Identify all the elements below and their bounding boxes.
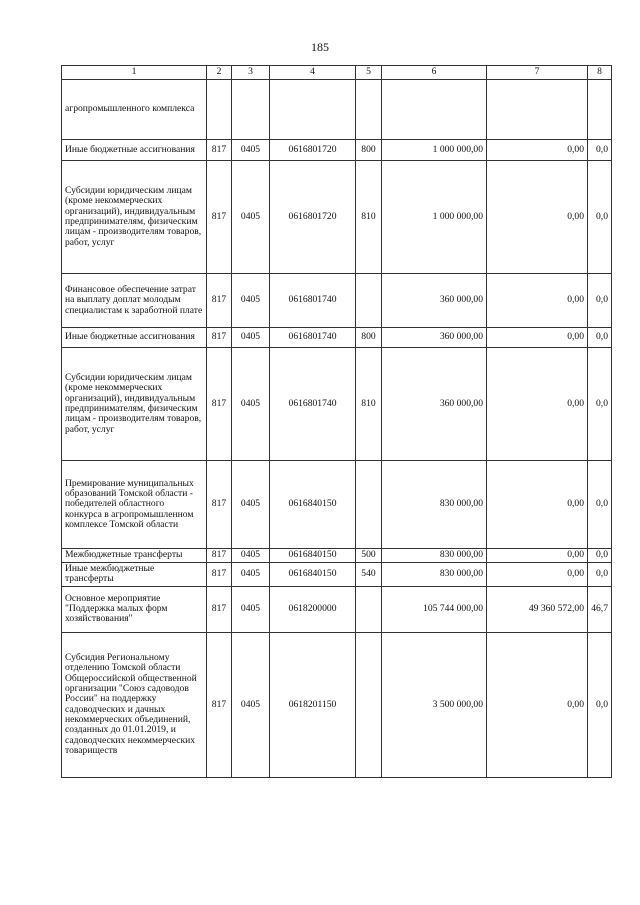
table-row — [62, 328, 612, 348]
percent-cell: 0,0 — [588, 348, 612, 461]
executed-amount-cell: 0,00 — [487, 274, 588, 328]
expense-type-cell — [356, 586, 382, 632]
executed-amount-cell: 0,00 — [487, 140, 588, 161]
admin-code-cell: 817 — [207, 461, 232, 549]
table-row — [62, 140, 612, 161]
target-article-cell: 0616840150 — [270, 563, 356, 587]
row-name-cell: Межбюджетные трансферты — [62, 549, 207, 563]
row-name-cell: Субсидия Региональному отделению Томской области Общероссийской общественной организации "Союз садоводов России" на поддержку садоводческих и дачных некоммерческих объединений, созданных до 01.01.2019, и садоводческих некоммерческих товариществ — [62, 632, 207, 777]
percent-cell: 0,0 — [588, 549, 612, 563]
planned-amount-cell — [382, 80, 487, 140]
admin-code-cell: 817 — [207, 348, 232, 461]
row-name-cell: агропромышленного комплекса — [62, 80, 207, 140]
target-article-cell: 0616840150 — [270, 461, 356, 549]
planned-amount-cell: 830 000,00 — [382, 461, 487, 549]
percent-cell: 0,0 — [588, 161, 612, 274]
section-cell: 0405 — [232, 632, 270, 777]
target-article-cell: 0616801740 — [270, 274, 356, 328]
planned-amount-cell: 360 000,00 — [382, 348, 487, 461]
section-cell: 0405 — [232, 461, 270, 549]
section-cell: 0405 — [232, 140, 270, 161]
target-article-cell: 0616840150 — [270, 549, 356, 563]
percent-cell: 0,0 — [588, 274, 612, 328]
table-header-row — [62, 66, 612, 80]
planned-amount-cell: 3 500 000,00 — [382, 632, 487, 777]
section-cell: 0405 — [232, 161, 270, 274]
percent-cell: 0,0 — [588, 140, 612, 161]
planned-amount-cell: 360 000,00 — [382, 274, 487, 328]
admin-code-cell — [207, 80, 232, 140]
expense-type-cell — [356, 632, 382, 777]
percent-cell: 0,0 — [588, 328, 612, 348]
header-cell: 2 — [207, 66, 232, 80]
row-name-cell: Премирование муниципальных образований Томской области - победителей областного конкурса в агропромышленном комплексе Томской области — [62, 461, 207, 549]
executed-amount-cell: 0,00 — [487, 549, 588, 563]
executed-amount-cell: 0,00 — [487, 348, 588, 461]
header-cell: 8 — [588, 66, 612, 80]
executed-amount-cell: 0,00 — [487, 328, 588, 348]
row-name-cell: Иные бюджетные ассигнования — [62, 328, 207, 348]
expense-type-cell: 810 — [356, 348, 382, 461]
percent-cell — [588, 80, 612, 140]
expense-type-cell: 810 — [356, 161, 382, 274]
planned-amount-cell: 360 000,00 — [382, 328, 487, 348]
table-row — [62, 161, 612, 274]
header-cell: 4 — [270, 66, 356, 80]
table-row — [62, 632, 612, 777]
target-article-cell: 0616801740 — [270, 348, 356, 461]
executed-amount-cell: 0,00 — [487, 161, 588, 274]
row-name-cell: Иные бюджетные ассигнования — [62, 140, 207, 161]
target-article-cell: 0618200000 — [270, 586, 356, 632]
budget-table — [61, 65, 612, 778]
expense-type-cell: 800 — [356, 140, 382, 161]
table-row — [62, 348, 612, 461]
admin-code-cell: 817 — [207, 632, 232, 777]
admin-code-cell: 817 — [207, 549, 232, 563]
target-article-cell: 0616801720 — [270, 161, 356, 274]
table-row — [62, 461, 612, 549]
executed-amount-cell — [487, 80, 588, 140]
planned-amount-cell: 105 744 000,00 — [382, 586, 487, 632]
planned-amount-cell: 830 000,00 — [382, 563, 487, 587]
expense-type-cell: 500 — [356, 549, 382, 563]
row-name-cell: Субсидии юридическим лицам (кроме некоммерческих организаций), индивидуальным предпринимателям, физическим лицам - производителям товаров, работ, услуг — [62, 161, 207, 274]
admin-code-cell: 817 — [207, 328, 232, 348]
section-cell: 0405 — [232, 586, 270, 632]
expense-type-cell — [356, 274, 382, 328]
table-row — [62, 586, 612, 632]
percent-cell: 0,0 — [588, 632, 612, 777]
expense-type-cell — [356, 80, 382, 140]
table-row — [62, 563, 612, 587]
section-cell — [232, 80, 270, 140]
header-cell: 6 — [382, 66, 487, 80]
planned-amount-cell: 830 000,00 — [382, 549, 487, 563]
executed-amount-cell: 0,00 — [487, 563, 588, 587]
section-cell: 0405 — [232, 549, 270, 563]
header-cell: 1 — [62, 66, 207, 80]
target-article-cell: 0616801740 — [270, 328, 356, 348]
row-name-cell: Субсидии юридическим лицам (кроме некоммерческих организаций), индивидуальным предпринимателям, физическим лицам - производителям товаров, работ, услуг — [62, 348, 207, 461]
row-name-cell: Финансовое обеспечение затрат на выплату доплат молодым специалистам к заработной плате — [62, 274, 207, 328]
percent-cell: 0,0 — [588, 563, 612, 587]
expense-type-cell — [356, 461, 382, 549]
expense-type-cell: 800 — [356, 328, 382, 348]
planned-amount-cell: 1 000 000,00 — [382, 161, 487, 274]
section-cell: 0405 — [232, 328, 270, 348]
target-article-cell — [270, 80, 356, 140]
executed-amount-cell: 0,00 — [487, 461, 588, 549]
table-row — [62, 549, 612, 563]
planned-amount-cell: 1 000 000,00 — [382, 140, 487, 161]
page-number: 185 — [311, 40, 329, 54]
table-row — [62, 274, 612, 328]
executed-amount-cell: 49 360 572,00 — [487, 586, 588, 632]
admin-code-cell: 817 — [207, 274, 232, 328]
executed-amount-cell: 0,00 — [487, 632, 588, 777]
admin-code-cell: 817 — [207, 140, 232, 161]
percent-cell: 0,0 — [588, 461, 612, 549]
header-cell: 7 — [487, 66, 588, 80]
header-cell: 5 — [356, 66, 382, 80]
row-name-cell: Иные межбюджетные трансферты — [62, 563, 207, 587]
percent-cell: 46,7 — [588, 586, 612, 632]
expense-type-cell: 540 — [356, 563, 382, 587]
header-cell: 3 — [232, 66, 270, 80]
section-cell: 0405 — [232, 348, 270, 461]
section-cell: 0405 — [232, 563, 270, 587]
admin-code-cell: 817 — [207, 161, 232, 274]
admin-code-cell: 817 — [207, 586, 232, 632]
target-article-cell: 0618201150 — [270, 632, 356, 777]
row-name-cell: Основное мероприятие "Поддержка малых форм хозяйствования" — [62, 586, 207, 632]
table-row — [62, 80, 612, 140]
target-article-cell: 0616801720 — [270, 140, 356, 161]
admin-code-cell: 817 — [207, 563, 232, 587]
section-cell: 0405 — [232, 274, 270, 328]
